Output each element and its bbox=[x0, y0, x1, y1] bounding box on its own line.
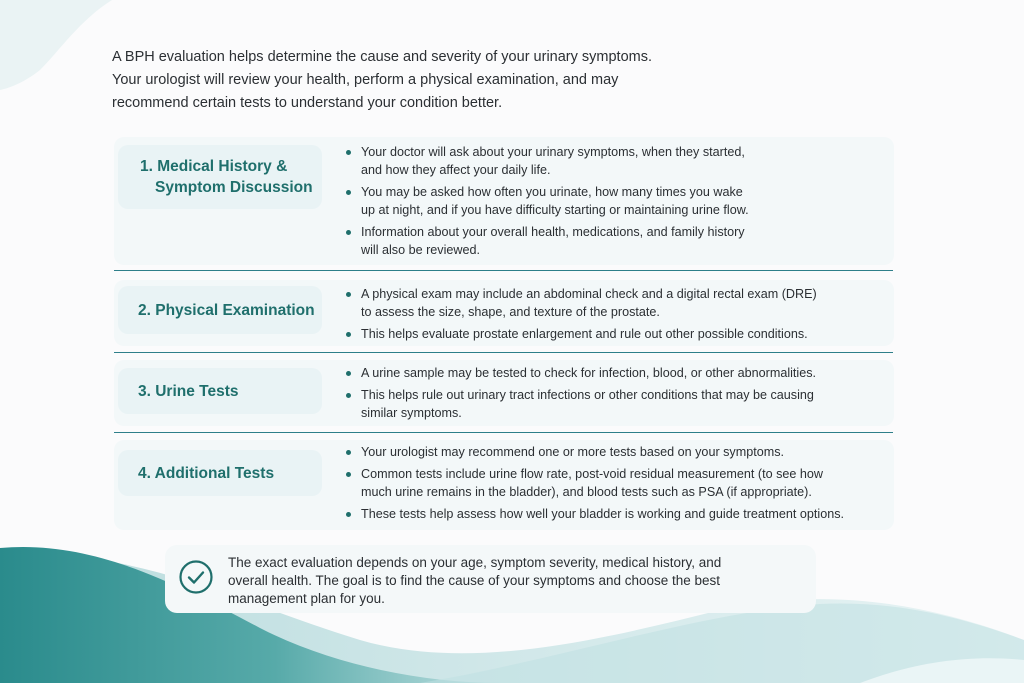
section-title bbox=[118, 450, 322, 496]
bullet-line: up at night, and if you have difficulty starting or maintaining urine flow. bbox=[361, 203, 749, 217]
section-physical-examination bbox=[114, 280, 894, 346]
section-divider bbox=[114, 432, 893, 433]
bullet-item bbox=[346, 143, 866, 179]
section-medical-history bbox=[114, 137, 894, 265]
intro-line: Your urologist will review your health, perform a physical examination, and may bbox=[112, 72, 619, 88]
bullet-line: This helps evaluate prostate enlargement and rule out other possible conditions. bbox=[361, 327, 808, 341]
section-additional-tests bbox=[114, 440, 894, 530]
bullet-line: This helps rule out urinary tract infections or other conditions that may be causing bbox=[361, 388, 814, 402]
bullet-line: will also be reviewed. bbox=[361, 243, 480, 257]
section-divider bbox=[114, 270, 893, 271]
bullet-line: You may be asked how often you urinate, how many times you wake bbox=[361, 185, 743, 199]
section-title bbox=[118, 368, 322, 414]
bullet-list bbox=[346, 285, 866, 347]
bullet-item bbox=[346, 364, 866, 382]
note-line: overall health. The goal is to find the cause of your symptoms and choose the best bbox=[228, 573, 721, 588]
intro-line: recommend certain tests to understand your condition better. bbox=[112, 95, 503, 111]
bullet-item bbox=[346, 285, 866, 321]
bullet-line: A urine sample may be tested to check for infection, blood, or other abnormalities. bbox=[361, 366, 817, 380]
bullet-list bbox=[346, 443, 866, 527]
section-urine-tests bbox=[114, 360, 894, 426]
section-title bbox=[118, 286, 322, 334]
note-text bbox=[228, 554, 798, 608]
bullet-line: much urine remains in the bladder), and blood tests such as PSA (if appropriate). bbox=[361, 485, 812, 499]
intro-line: A BPH evaluation helps determine the cause and severity of your urinary symptoms. bbox=[112, 49, 652, 65]
bullet-list bbox=[346, 143, 866, 263]
check-circle-icon bbox=[179, 560, 213, 594]
section-title-line: 4. Additional Tests bbox=[138, 464, 275, 482]
section-divider bbox=[114, 352, 893, 353]
note-line: management plan for you. bbox=[228, 591, 385, 606]
summary-note bbox=[165, 545, 816, 613]
bullet-item bbox=[346, 465, 866, 501]
bullet-line: A physical exam may include an abdominal check and a digital rectal exam (DRE) bbox=[361, 287, 817, 301]
bullet-line: Your doctor will ask about your urinary symptoms, when they started, bbox=[361, 145, 745, 159]
intro-paragraph bbox=[112, 46, 752, 115]
bullet-item bbox=[346, 443, 866, 461]
bullet-item bbox=[346, 325, 866, 343]
bullet-item bbox=[346, 223, 866, 259]
section-title-line: 2. Physical Examination bbox=[138, 301, 315, 319]
note-line: The exact evaluation depends on your age, symptom severity, medical history, and bbox=[228, 555, 722, 570]
bullet-line: and how they affect your daily life. bbox=[361, 163, 551, 177]
bullet-list bbox=[346, 364, 866, 426]
bullet-line: Information about your overall health, medications, and family history bbox=[361, 225, 745, 239]
section-title-line: Symptom Discussion bbox=[155, 179, 313, 196]
bullet-item bbox=[346, 386, 866, 422]
bullet-line: similar symptoms. bbox=[361, 406, 462, 420]
bullet-line: Common tests include urine flow rate, post-void residual measurement (to see how bbox=[361, 467, 823, 481]
section-title-line: 1. Medical History & bbox=[140, 158, 288, 175]
section-title bbox=[118, 145, 322, 209]
bullet-item bbox=[346, 505, 866, 523]
bullet-line: Your urologist may recommend one or more tests based on your symptoms. bbox=[361, 445, 785, 459]
bullet-line: These tests help assess how well your bladder is working and guide treatment options. bbox=[361, 507, 845, 521]
section-title-line: 3. Urine Tests bbox=[138, 382, 239, 400]
bullet-item bbox=[346, 183, 866, 219]
bullet-line: to assess the size, shape, and texture of the prostate. bbox=[361, 305, 660, 319]
